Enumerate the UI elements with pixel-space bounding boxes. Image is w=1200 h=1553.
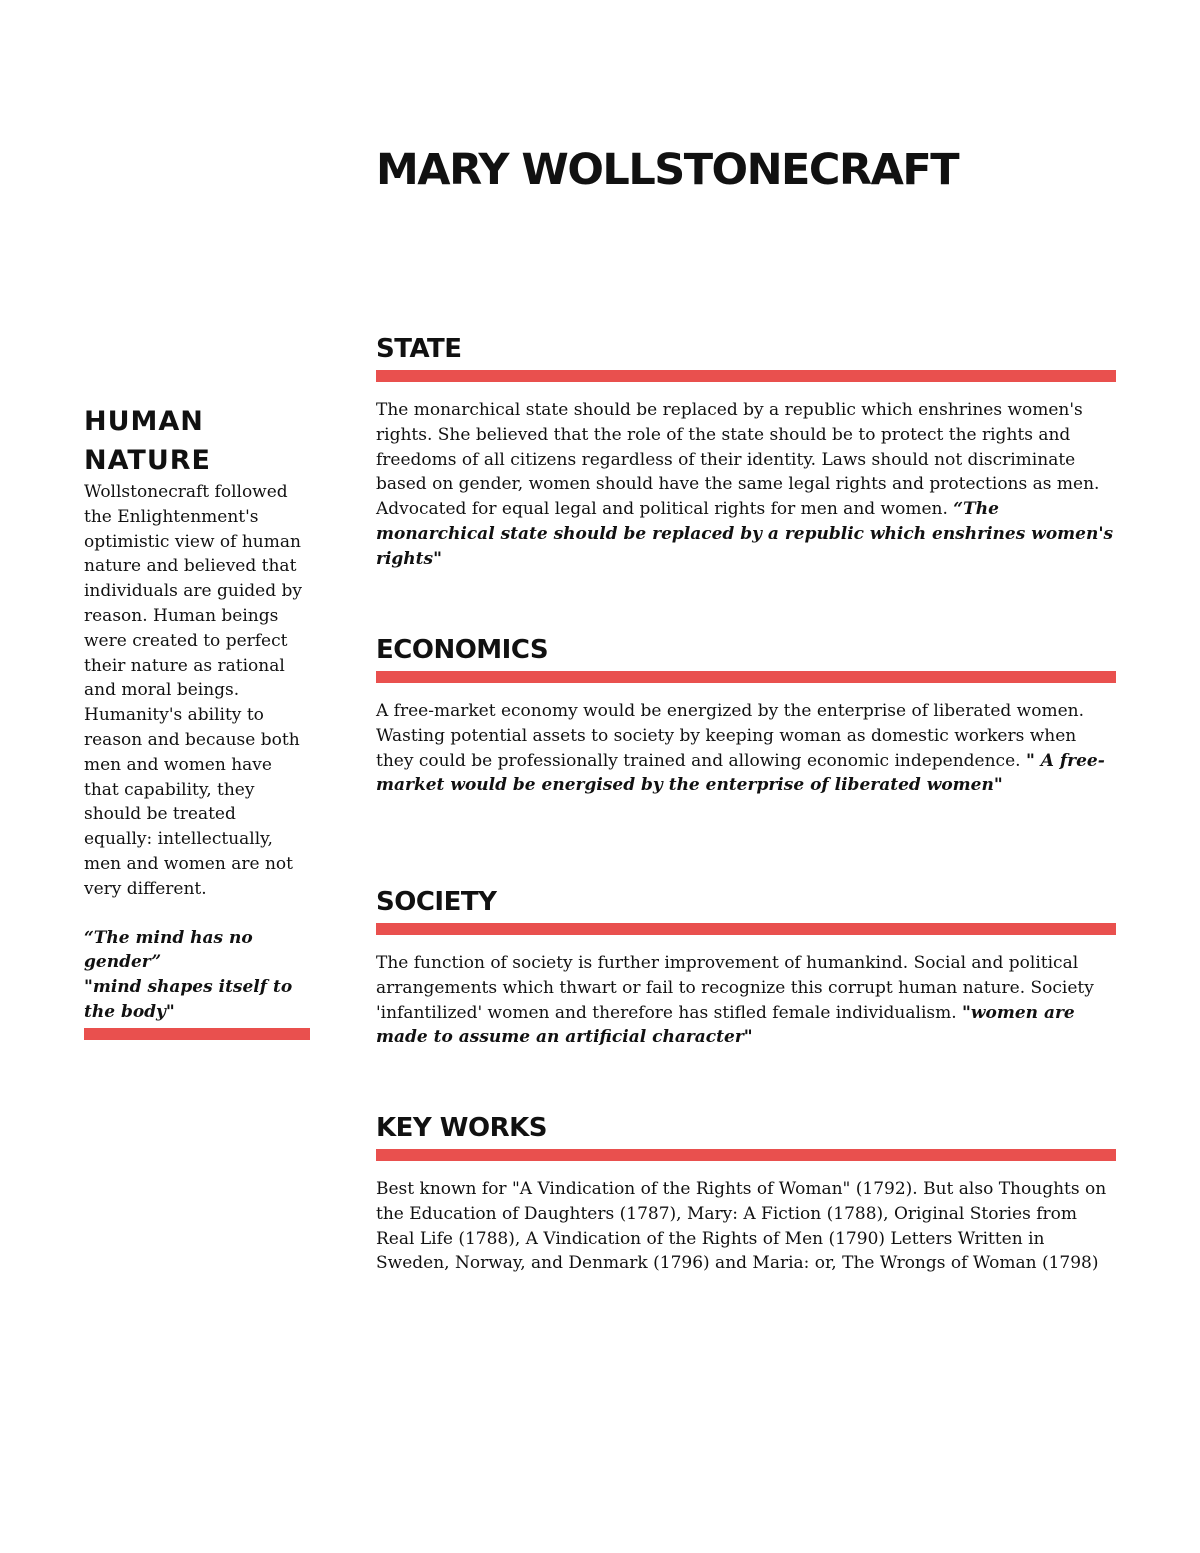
section-divider	[376, 923, 1116, 935]
sidebar-heading: HUMAN NATURE	[84, 406, 211, 476]
section-quote: “The monarchical state should be replaced by a republic which enshrines women's rights"	[376, 499, 1114, 569]
section-body: Best known for "A Vindication of the Rights of Woman" (1792). But also Thoughts on the Education of Daughters (1787), Mary: A Fiction (1788), Original Stories from Real Life (1788), A Vindication of the Rights of Men (1790) Letters Written in Sweden, Norway, and Denmark (1796) and Maria: or, The Wrongs of Woman (1798)	[376, 1179, 1107, 1274]
section-heading: SOCIETY	[376, 887, 497, 917]
sidebar-body-text: Wollstonecraft followed the Enlightenment's optimistic view of human nature and believed that individuals are guided by reason. Human beings were created to perfect their nature as rational and moral beings. Humanity's ability to reason and because both men and women have that capability, they should be treated equally: intellectually, men and women are not very different.	[84, 482, 302, 899]
section-divider	[376, 671, 1116, 683]
section-heading: KEY WORKS	[376, 1113, 547, 1143]
section-divider	[376, 1149, 1116, 1161]
page-title: MARY WOLLSTONECRAFT	[376, 145, 959, 195]
section-heading: ECONOMICS	[376, 635, 549, 665]
section-economics	[376, 634, 1116, 798]
section-divider	[376, 370, 1116, 382]
section-body: A free-market economy would be energized by the enterprise of liberated women. Wasting potential assets to society by keeping woman as domestic workers when they could be professionally trained and allowing economic independence.	[376, 701, 1084, 771]
sidebar-human-nature	[84, 402, 310, 1040]
section-heading: STATE	[376, 334, 462, 364]
sidebar-quotes	[84, 926, 306, 1025]
section-body: The monarchical state should be replaced by a republic which enshrines women's rights. She believed that the role of the state should be to protect the rights and freedoms of all citizens regardless of their identity. Laws should not discriminate based on gender, women should have the same legal rights and protections as men. Advocated for equal legal and political rights for men and women.	[376, 400, 1100, 520]
section-body: The function of society is further improvement of humankind. Social and political arrangements which thwart or fail to recognize this corrupt human nature. Society 'infantilized' women and therefore has stifled female individualism.	[376, 953, 1094, 1023]
section-body-text	[376, 1177, 1116, 1276]
sidebar-divider	[84, 1028, 310, 1040]
section-quote: "women are made to assume an artificial character"	[376, 1002, 1075, 1048]
section-body-text	[376, 699, 1116, 798]
sidebar-quote: "mind shapes itself to the body"	[84, 977, 293, 1022]
section-society	[376, 886, 1116, 1050]
section-body-text	[376, 951, 1116, 1050]
section-state	[376, 333, 1116, 572]
section-body-text	[376, 398, 1116, 572]
sidebar-quote: “The mind has no gender”	[84, 927, 253, 973]
section-quote: " A free-market would be energised by the enterprise of liberated women"	[376, 750, 1105, 796]
section-key-works	[376, 1112, 1116, 1276]
